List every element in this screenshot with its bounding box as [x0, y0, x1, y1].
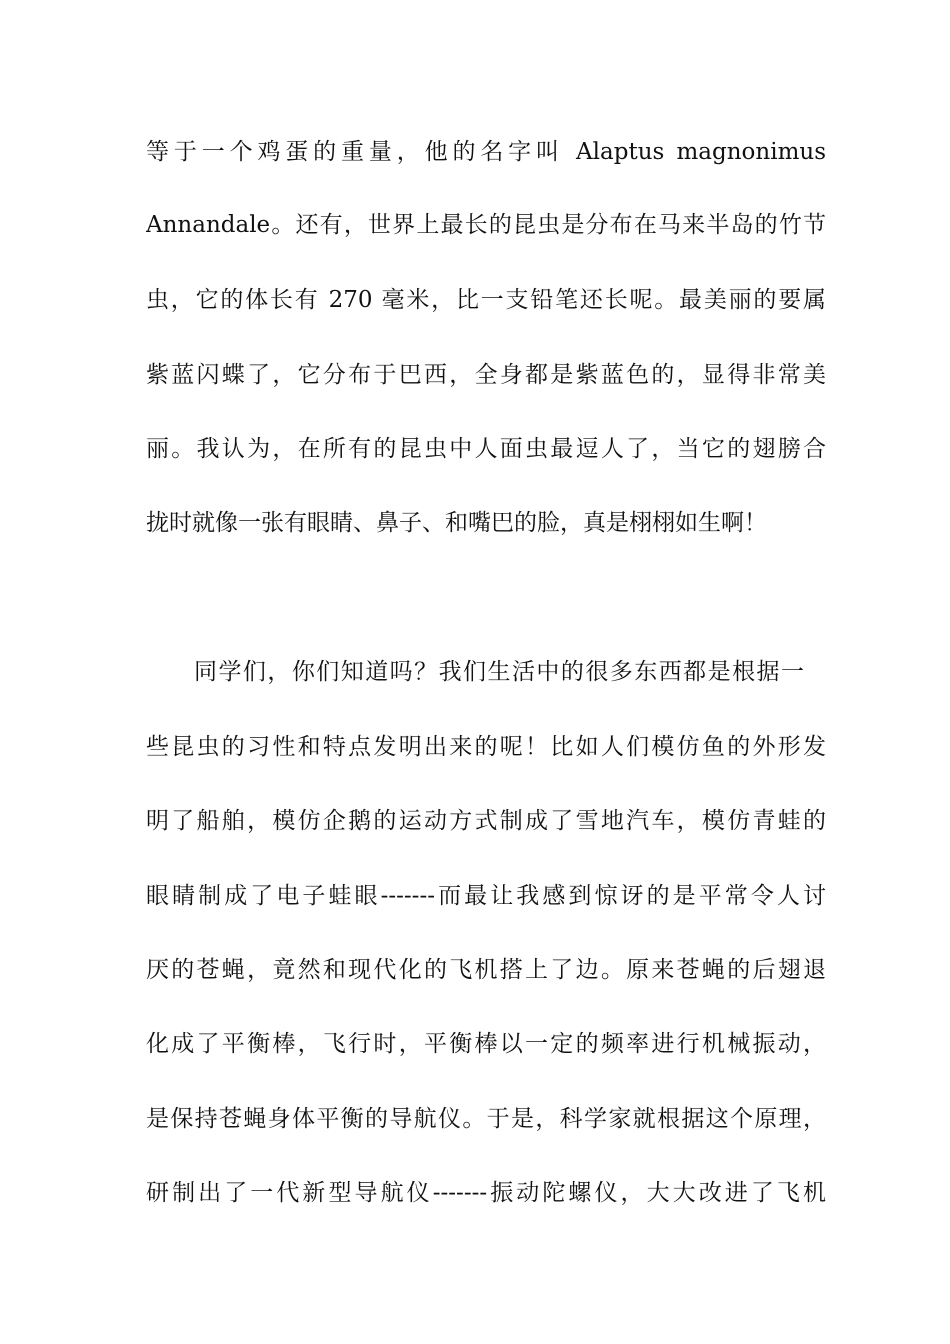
text-line: 同学们，你们知道吗？我们生活中的很多东西都是根据一 [194, 659, 804, 685]
text-line: 厌的苍蝇，竟然和现代化的飞机搭上了边。原来苍蝇的后翅退 [146, 957, 826, 983]
text-line: 等于一个鸡蛋的重量，他的名字叫 Alaptus magnonimus [146, 139, 826, 165]
text-line: 丽。我认为，在所有的昆虫中人面虫最逗人了，当它的翅膀合 [146, 436, 826, 462]
text-line: 眼睛制成了电子蛙眼-------而最让我感到惊讶的是平常令人讨 [146, 883, 826, 909]
text-line: 化成了平衡棒，飞行时，平衡棒以一定的频率进行机械振动， [146, 1031, 826, 1057]
text-line: Annandale。还有，世界上最长的昆虫是分布在马来半岛的竹节 [146, 212, 826, 238]
text-line: 明了船舶，模仿企鹅的运动方式制成了雪地汽车，模仿青蛙的 [146, 808, 826, 834]
text-line: 些昆虫的习性和特点发明出来的呢！比如人们模仿鱼的外形发 [146, 734, 826, 760]
text-line: 研制出了一代新型导航仪-------振动陀螺仪，大大改进了飞机 [146, 1180, 826, 1206]
text-line: 紫蓝闪蝶了，它分布于巴西，全身都是紫蓝色的，显得非常美 [146, 362, 826, 388]
text-line: 是保持苍蝇身体平衡的导航仪。于是，科学家就根据这个原理， [146, 1106, 826, 1132]
text-line: 虫，它的体长有 270 毫米，比一支铅笔还长呢。最美丽的要属 [146, 287, 826, 313]
text-line: 拢时就像一张有眼睛、鼻子、和嘴巴的脸，真是栩栩如生啊！ [146, 510, 767, 536]
